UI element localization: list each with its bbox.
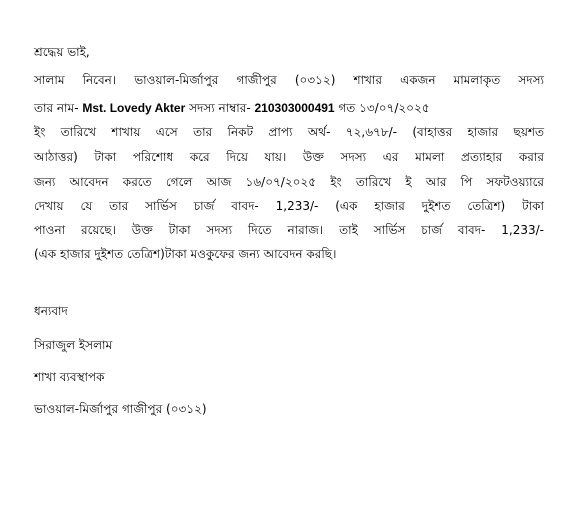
- body-line-2: [34, 100, 430, 116]
- member-number-label: সদস্য নাম্বার-: [185, 101, 255, 115]
- salutation: শ্রদ্ধেয় ভাই,: [34, 45, 90, 59]
- member-name: Mst. Lovedy Akter: [82, 101, 186, 115]
- body-line-5: জন্য আবেদন করতে গেলে আজ ১৬/০৭/২০২৫ ইং তারিখে ই আর পি সফটওয়্যারে: [34, 175, 544, 189]
- signer-title: শাখা ব্যবস্থাপক: [34, 370, 105, 384]
- member-number: 210303000491: [254, 101, 335, 115]
- body-line-8: (এক হাজার দুইশত তেত্রিশ)টাকা মওকুফের জন্য আবেদন করছি।: [34, 247, 337, 261]
- body-line-1: সালাম নিবেন। ভাওয়াল-মির্জাপুর গাজীপুর (০৩১২) শাখার একজন মামলাকৃত সদস্য: [34, 73, 544, 87]
- body-line-6: দেখায় যে তার সার্ভিস চার্জ বাবদ- 1,233/- (এক হাজার দুইশত তেত্রিশ) টাকা: [34, 199, 544, 213]
- signer-name: সিরাজুল ইসলাম: [34, 338, 113, 352]
- body-line-4: আঠাত্তর) টাকা পরিশোধ করে দিয়ে যায়। উক্ত সদস্য এর মামলা প্রত্যাহার করার: [34, 150, 544, 164]
- signer-branch: ভাওয়াল-মির্জাপুর গাজীপুর (০৩১২): [34, 402, 207, 416]
- closing: ধন্যবাদ: [34, 304, 68, 318]
- name-label: তার নাম-: [34, 101, 83, 115]
- date-text: গত ১৩/০৭/২০২৫: [334, 101, 430, 115]
- body-line-7: পাওনা রয়েছে। উক্ত টাকা সদস্য দিতে নারাজ। তাই সার্ভিস চার্জ বাবদ- 1,233/-: [34, 223, 544, 237]
- body-line-3: ইং তারিখে শাখায় এসে তার নিকট প্রাপ্য অর্থ- ৭২,৬৭৮/- (বাহাত্তর হাজার ছয়শত: [34, 125, 544, 139]
